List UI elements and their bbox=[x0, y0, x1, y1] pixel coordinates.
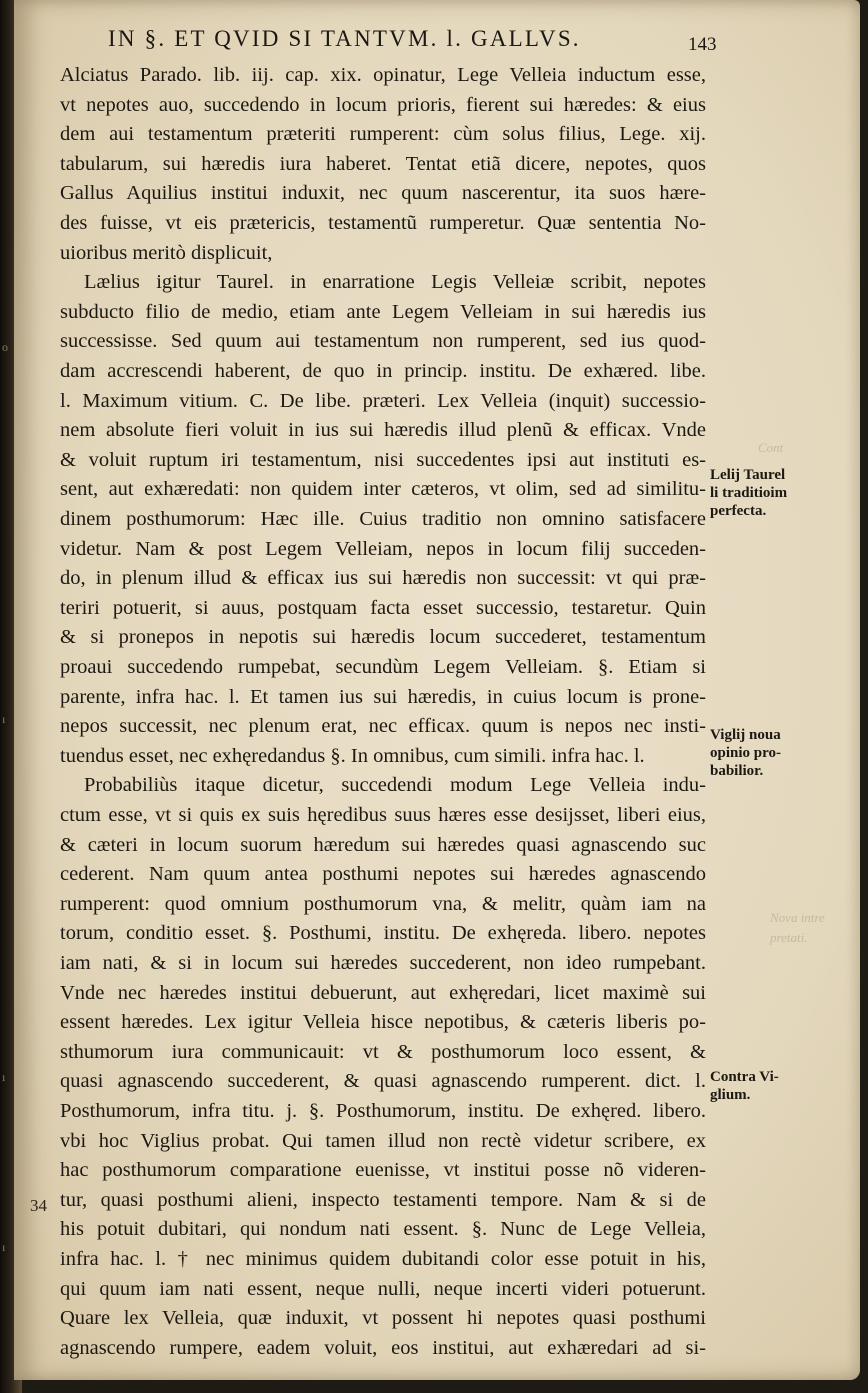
text-line: ctum esse, vt si quis ex suis hęredibus suus hæres esse desijsset, liberi eius, bbox=[60, 804, 706, 826]
text-line: teriri potuerit, si auus, postquam facta esset successio, testaretur. Quin bbox=[60, 596, 706, 619]
text-line: quasi agnascendo succederent, & quasi agnascendo rumperent. dict. l. bbox=[60, 1070, 706, 1093]
text-line: l. Maximum vitium. C. De libe. præteri. Lex Velleia (inquit) successio- bbox=[60, 389, 706, 412]
text-line: Alciatus Parado. lib. iij. cap. xix. opinatur, Lege Velleia inductum esse, bbox=[60, 64, 706, 86]
show-through-text: pretati. bbox=[770, 930, 808, 945]
text-line: successisse. Sed quum aui testamentum non rumperent, sed ius quod- bbox=[60, 330, 706, 353]
show-through-text: Cont bbox=[758, 440, 784, 455]
text-line: dinem posthumorum: Hæc ille. Cuius traditio non omnino satisfacere bbox=[60, 508, 706, 530]
text-line: do, in plenum illud & efficax ius sui hæredis non successit: vt qui præ- bbox=[60, 567, 706, 590]
text-line: his potuit dubitari, qui nondum nati essent. §. Nunc de Lege Velleia, bbox=[60, 1218, 706, 1241]
edge-mark: o bbox=[2, 340, 8, 354]
text-line: dam accrescendi haberent, de quo in princip. institu. De exhæred. libe. bbox=[60, 360, 706, 382]
text-line: infra hac. l. † nec minimus quidem dubitandi color esse potuit in his, bbox=[60, 1248, 706, 1270]
margin-note-line: Viglij noua bbox=[710, 727, 781, 743]
text-line: vt nepotes auo, succedendo in locum prioris, fierent sui hæredes: & eius bbox=[60, 93, 706, 116]
text-line: torum, conditio esset. §. Posthumi, institu. De exhęreda. libero. nepotes bbox=[60, 922, 706, 945]
text-line: Gallus Aquilius institui induxit, nec quum nascerentur, ita suos hære- bbox=[60, 182, 706, 205]
edge-mark: ı bbox=[2, 1240, 6, 1254]
margin-note-line: Lelij Taurel bbox=[710, 467, 786, 483]
text-line: Lælius igitur Taurel. in enarratione Legis Velleiæ scribit, nepotes bbox=[84, 271, 706, 294]
text-line: & voluit ruptum iri testamentum, nisi succedentes ipsi aut instituti es- bbox=[60, 448, 706, 471]
edge-mark: ı bbox=[2, 712, 6, 726]
text-line: nepos successit, nec plenum erat, nec efficax. quum is nepos nec insti- bbox=[60, 715, 706, 738]
text-line: & si pronepos in nepotis sui hæredis locum succederet, testamentum bbox=[60, 626, 706, 649]
margin-note-line: perfecta. bbox=[710, 503, 767, 519]
margin-note bbox=[710, 466, 820, 520]
text-line: dem aui testamentum præteriti rumperent: cùm solus filius, Lege. xij. bbox=[60, 123, 706, 146]
text-line: tuendus esset, nec exhęredandus §. In omnibus, cum simili. infra hac. l. bbox=[60, 744, 645, 767]
margin-note-line: glium. bbox=[710, 1087, 751, 1103]
text-line: proaui succedendo rumpebat, secundùm Legem Velleiam. §. Etiam si bbox=[60, 656, 706, 678]
margin-note bbox=[710, 1068, 820, 1104]
margin-note-line: babilior. bbox=[710, 763, 764, 779]
text-line: tabularum, sui hæredis iura haberet. Tentat etiã dicere, nepotes, quos bbox=[60, 152, 706, 175]
show-through-text: Nova intre bbox=[770, 910, 825, 925]
margin-note-line: Contra Vi- bbox=[710, 1069, 779, 1085]
text-line: hac posthumorum comparatione euenisse, vt institui posse nõ videren- bbox=[60, 1159, 706, 1182]
text-line: essent hæredes. Lex igitur Velleia hisce nepotibus, & cæteris liberis po- bbox=[60, 1011, 706, 1034]
margin-note-line: opinio pro- bbox=[710, 745, 781, 761]
text-line: agnascendo rumpere, eadem voluit, eos institui, aut exhæredari ad si- bbox=[60, 1336, 706, 1359]
text-line: parente, infra hac. l. Et tamen ius sui hæredis, in cuius locum is prone- bbox=[60, 685, 706, 708]
margin-note-line: li traditioim bbox=[710, 485, 788, 501]
text-line: uioribus meritò displicuit, bbox=[60, 241, 273, 264]
text-line: Vnde nec hæredes institui debuerunt, aut exhęredari, licet maximè sui bbox=[60, 981, 706, 1004]
text-line: Quare lex Velleia, quæ induxit, vt possent hi nepotes quasi posthumi bbox=[60, 1307, 706, 1330]
text-line: iam nati, & si in locum sui hæredes succederent, non ideo rumpebant. bbox=[60, 952, 706, 974]
line-number-mark: 34 bbox=[30, 1196, 47, 1215]
text-line: rumperent: quod omnium posthumorum vna, & melitr, quàm iam na bbox=[60, 892, 706, 915]
margin-note bbox=[710, 726, 820, 780]
text-line: nem absolute fieri voluit in ius sui hæredis illud plenũ & efficax. Vnde bbox=[60, 419, 706, 442]
text-line: Posthumorum, infra titu. j. §. Posthumorum, institu. De exhęred. libero. bbox=[60, 1100, 706, 1122]
text-line: cederent. Nam quum antea posthumi nepotes sui hæredes agnascendo bbox=[60, 863, 706, 886]
text-line: videtur. Nam & post Legem Velleiam, nepos in locum filij succeden- bbox=[60, 537, 706, 560]
text-line: qui quum iam nati essent, neque nulli, neque incerti videri potuerunt. bbox=[60, 1277, 706, 1300]
text-line: subducto filio de medio, etiam ante Legem Velleiam in sui hæredis ius bbox=[60, 300, 706, 323]
text-line: sent, aut exhæredati: non quidem inter cæteros, vt olim, sed ad similitu- bbox=[60, 478, 706, 501]
running-head: IN §. ET QVID SI TANTVM. l. GALLVS. bbox=[108, 26, 581, 51]
text-line: vbi hoc Viglius probat. Qui tamen illud non rectè videtur scribere, ex bbox=[60, 1129, 706, 1152]
text-line: Probabiliùs itaque dicetur, succedendi modum Lege Velleia indu- bbox=[84, 774, 706, 797]
text-line: tur, quasi posthumi alieni, inspecto testamenti tempore. Nam & si de bbox=[60, 1188, 706, 1211]
page-number: 143 bbox=[688, 34, 717, 55]
edge-mark: ı bbox=[2, 1070, 6, 1084]
text-line: sthumorum iura communicauit: vt & posthumorum loco essent, & bbox=[60, 1040, 706, 1063]
text-line: & cæteri in locum suorum hæredum sui hæredes quasi agnascendo suc bbox=[60, 833, 706, 856]
text-line: des fuisse, vt eis prætericis, testamentũ rumperetur. Quæ sententia No- bbox=[60, 212, 706, 234]
